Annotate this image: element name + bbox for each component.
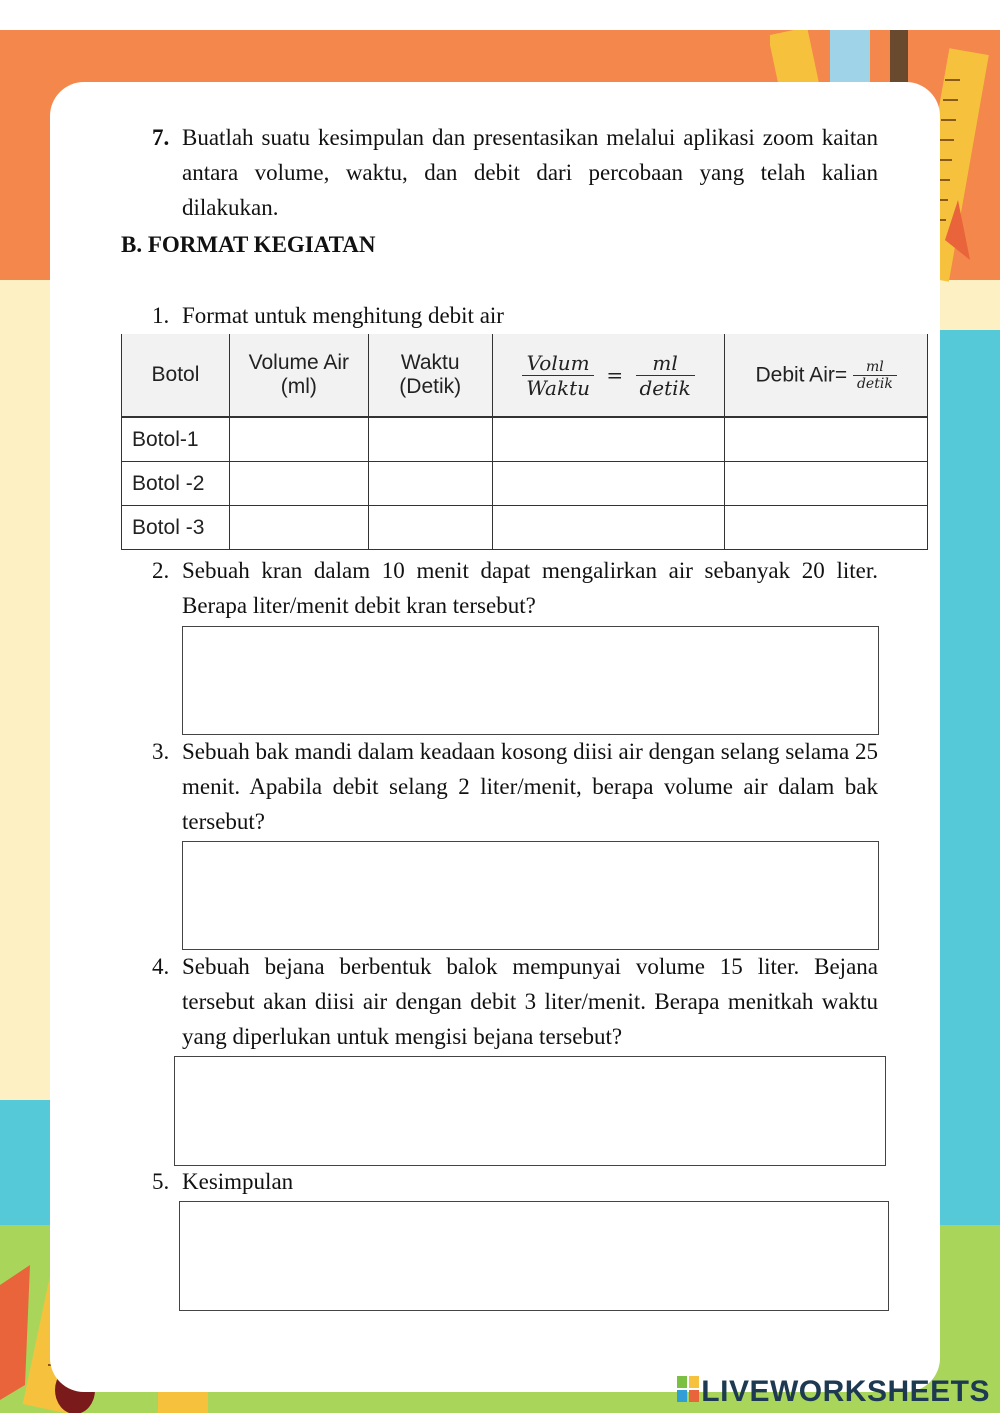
header-volume-unit: (ml) bbox=[280, 375, 317, 398]
debit-cell[interactable] bbox=[725, 417, 928, 462]
debit-numerator: ml bbox=[853, 359, 897, 376]
ratio-cell[interactable] bbox=[492, 506, 725, 550]
question-2-number: 2. bbox=[152, 558, 170, 583]
item-7-text: Buatlah suatu kesimpulan dan presentasikan melalui aplikasi zoom kaitan antara volume, waktu, dan debit dari percobaan yang telah kalian dilakukan. bbox=[182, 125, 878, 220]
logo-blocks-icon bbox=[677, 1376, 699, 1404]
answer-box-3[interactable] bbox=[182, 841, 879, 950]
ratio-fraction-right bbox=[636, 351, 695, 400]
debit-denominator: detik bbox=[856, 375, 893, 392]
answer-box-5[interactable] bbox=[179, 1201, 889, 1311]
header-waktu bbox=[368, 334, 492, 417]
answer-box-2[interactable] bbox=[182, 626, 879, 735]
question-4-text: Sebuah bejana berbentuk balok mempunyai volume 15 liter. Bejana tersebut akan diisi air dengan debit 3 liter/menit. Berapa menitkah waktu yang diperlukan untuk mengisi bejana tersebut? bbox=[182, 954, 878, 1049]
row-label: Botol -2 bbox=[122, 462, 230, 506]
answer-box-4[interactable] bbox=[174, 1056, 886, 1166]
question-3-text: Sebuah bak mandi dalam keadaan kosong diisi air dengan selang selama 25 menit. Apabila debit selang 2 liter/menit, berapa volume air dalam bak tersebut? bbox=[182, 739, 878, 834]
volume-cell[interactable] bbox=[229, 462, 368, 506]
waktu-cell[interactable] bbox=[368, 462, 492, 506]
ratio-denominator: Waktu bbox=[526, 375, 591, 400]
table-row bbox=[122, 462, 928, 506]
table-row bbox=[122, 417, 928, 462]
liveworksheets-logo bbox=[677, 1375, 990, 1409]
ratio-equals: = bbox=[606, 363, 624, 387]
row-label: Botol -3 bbox=[122, 506, 230, 550]
header-ratio bbox=[492, 334, 725, 417]
logo-text: LIVEWORKSHEETS bbox=[701, 1375, 990, 1408]
header-volume-label: Volume Air bbox=[248, 351, 350, 374]
row-label: Botol-1 bbox=[122, 417, 230, 462]
debit-cell[interactable] bbox=[725, 506, 928, 550]
section-b-heading: B. FORMAT KEGIATAN bbox=[121, 232, 376, 257]
question-5-number: 5. bbox=[152, 1169, 170, 1194]
header-debit bbox=[725, 334, 928, 417]
question-2-text: Sebuah kran dalam 10 menit dapat mengalirkan air sebanyak 20 liter. Berapa liter/menit debit kran tersebut? bbox=[182, 558, 878, 618]
table-row bbox=[122, 506, 928, 550]
ratio-fraction-left bbox=[522, 351, 594, 400]
debit-label: Debit Air= bbox=[755, 363, 848, 386]
volume-cell[interactable] bbox=[229, 417, 368, 462]
header-botol: Botol bbox=[122, 334, 230, 417]
ratio-unit-numerator: ml bbox=[636, 351, 695, 376]
ratio-cell[interactable] bbox=[492, 417, 725, 462]
question-3-number: 3. bbox=[152, 739, 170, 764]
question-4-number: 4. bbox=[152, 954, 170, 979]
ratio-unit-denominator: detik bbox=[639, 375, 691, 400]
header-volume bbox=[229, 334, 368, 417]
question-1-text: Format untuk menghitung debit air bbox=[182, 303, 504, 328]
volume-cell[interactable] bbox=[229, 506, 368, 550]
debit-format-table bbox=[121, 334, 928, 550]
header-waktu-unit: (Detik) bbox=[399, 375, 462, 398]
question-1-number: 1. bbox=[152, 303, 170, 328]
question-5-text: Kesimpulan bbox=[182, 1169, 294, 1194]
table-header-row bbox=[122, 334, 928, 417]
debit-fraction bbox=[853, 359, 897, 392]
waktu-cell[interactable] bbox=[368, 506, 492, 550]
background-teal-right bbox=[940, 330, 1000, 1230]
waktu-cell[interactable] bbox=[368, 417, 492, 462]
ratio-cell[interactable] bbox=[492, 462, 725, 506]
item-7-number: 7. bbox=[152, 125, 170, 150]
debit-cell[interactable] bbox=[725, 462, 928, 506]
header-waktu-label: Waktu bbox=[400, 351, 460, 374]
ratio-numerator: Volum bbox=[522, 351, 594, 376]
